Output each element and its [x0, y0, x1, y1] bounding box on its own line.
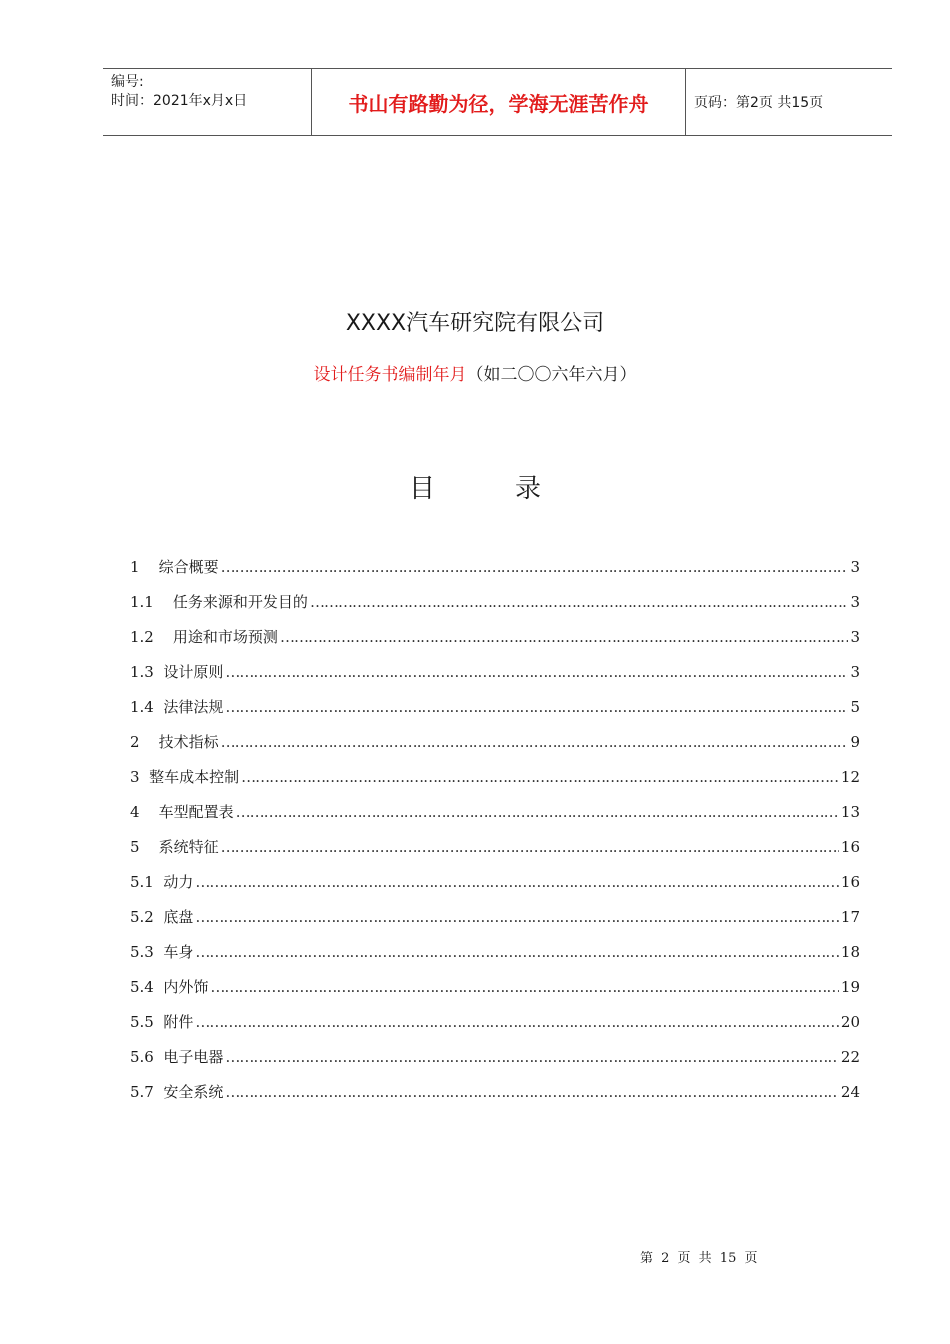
- toc-dot-leader: [195, 1013, 839, 1031]
- toc-entry-page: 18: [840, 943, 860, 961]
- toc-dot-leader: [225, 1048, 839, 1066]
- toc-entry-page: 19: [840, 978, 860, 996]
- toc-dot-leader: [221, 733, 849, 751]
- subtitle-black-part: （如二〇〇六年六月）: [466, 365, 637, 385]
- toc-entry: [130, 1046, 860, 1081]
- header-meta: [103, 69, 312, 135]
- toc-entry-page: 24: [840, 1083, 860, 1101]
- subtitle-red-part: 设计任务书编制年月: [313, 365, 467, 385]
- toc-entry-label: 1.1 任务来源和开发目的: [130, 593, 308, 611]
- document-subtitle: [0, 360, 950, 385]
- toc-entry: [130, 731, 860, 766]
- toc-entry-label: 5.2 底盘: [130, 908, 194, 926]
- toc-dot-leader: [310, 593, 849, 611]
- toc-entry-label: 5.3 车身: [130, 943, 194, 961]
- toc-entry-label: 1.4 法律法规: [130, 698, 224, 716]
- toc-entry-label: 1.3 设计原则: [130, 663, 224, 681]
- page-header: [103, 68, 892, 136]
- toc-entry-label: 5.4 内外饰: [130, 978, 209, 996]
- toc-entry-label: 1.2 用途和市场预测: [130, 628, 278, 646]
- toc-dot-leader: [225, 698, 848, 716]
- toc-entry-label: 5.5 附件: [130, 1013, 194, 1031]
- toc-dot-leader: [195, 943, 839, 961]
- toc-entry-page: 17: [840, 908, 860, 926]
- toc-entry-label: 4 车型配置表: [130, 803, 234, 821]
- toc-dot-leader: [195, 873, 839, 891]
- toc-entry: [130, 871, 860, 906]
- header-motto: 书山有路勤为径，学海无涯苦作舟: [312, 69, 686, 135]
- toc-entry-label: 1 综合概要: [130, 558, 219, 576]
- toc-entry-page: 16: [840, 873, 860, 891]
- toc-dot-leader: [225, 1083, 839, 1101]
- document-date: 时间：2021年x月x日: [111, 93, 248, 109]
- toc-dot-leader: [210, 978, 839, 996]
- toc-entry: [130, 766, 860, 801]
- toc-entry: [130, 941, 860, 976]
- toc-entry: [130, 591, 860, 626]
- toc-dot-leader: [225, 663, 848, 681]
- toc-entry: [130, 1081, 860, 1116]
- toc-entry: [130, 661, 860, 696]
- toc-entry-page: 12: [840, 768, 860, 786]
- toc-dot-leader: [241, 768, 839, 786]
- toc-entry-page: 22: [840, 1048, 860, 1066]
- toc-dot-leader: [195, 908, 839, 926]
- toc-entry: [130, 836, 860, 871]
- toc-entry-label: 5.1 动力: [130, 873, 194, 891]
- company-name: XXXX汽车研究院有限公司: [345, 311, 605, 336]
- header-page-info: 页码：第2页 共15页: [694, 95, 824, 111]
- toc-entry-page: 20: [840, 1013, 860, 1031]
- toc-dot-leader: [280, 628, 849, 646]
- toc-entry: [130, 556, 860, 591]
- toc-entry: [130, 976, 860, 1011]
- toc-entry-label: 3 整车成本控制: [130, 768, 240, 786]
- toc-entry-page: 3: [850, 663, 860, 681]
- toc-entry: [130, 696, 860, 731]
- toc-dot-leader: [221, 558, 849, 576]
- toc-entry-page: 3: [850, 593, 860, 611]
- toc-entry-label: 2 技术指标: [130, 733, 219, 751]
- page-footer: 第 2 页 共 15 页: [640, 1251, 758, 1266]
- document-number-label: 编号:: [111, 74, 144, 90]
- toc-title: 目录: [408, 474, 621, 504]
- table-of-contents: [130, 556, 860, 1116]
- toc-entry: [130, 801, 860, 836]
- toc-dot-leader: [236, 803, 839, 821]
- toc-entry: [130, 1011, 860, 1046]
- toc-entry-label: 5.7 安全系统: [130, 1083, 224, 1101]
- toc-entry-page: 16: [840, 838, 860, 856]
- toc-entry-page: 3: [850, 628, 860, 646]
- toc-entry: [130, 626, 860, 661]
- toc-entry-page: 5: [850, 698, 860, 716]
- toc-entry-page: 3: [850, 558, 860, 576]
- toc-entry-page: 9: [850, 733, 860, 751]
- toc-entry: [130, 906, 860, 941]
- toc-dot-leader: [221, 838, 839, 856]
- toc-entry-label: 5.6 电子电器: [130, 1048, 224, 1066]
- toc-entry-label: 5 系统特征: [130, 838, 219, 856]
- toc-entry-page: 13: [840, 803, 860, 821]
